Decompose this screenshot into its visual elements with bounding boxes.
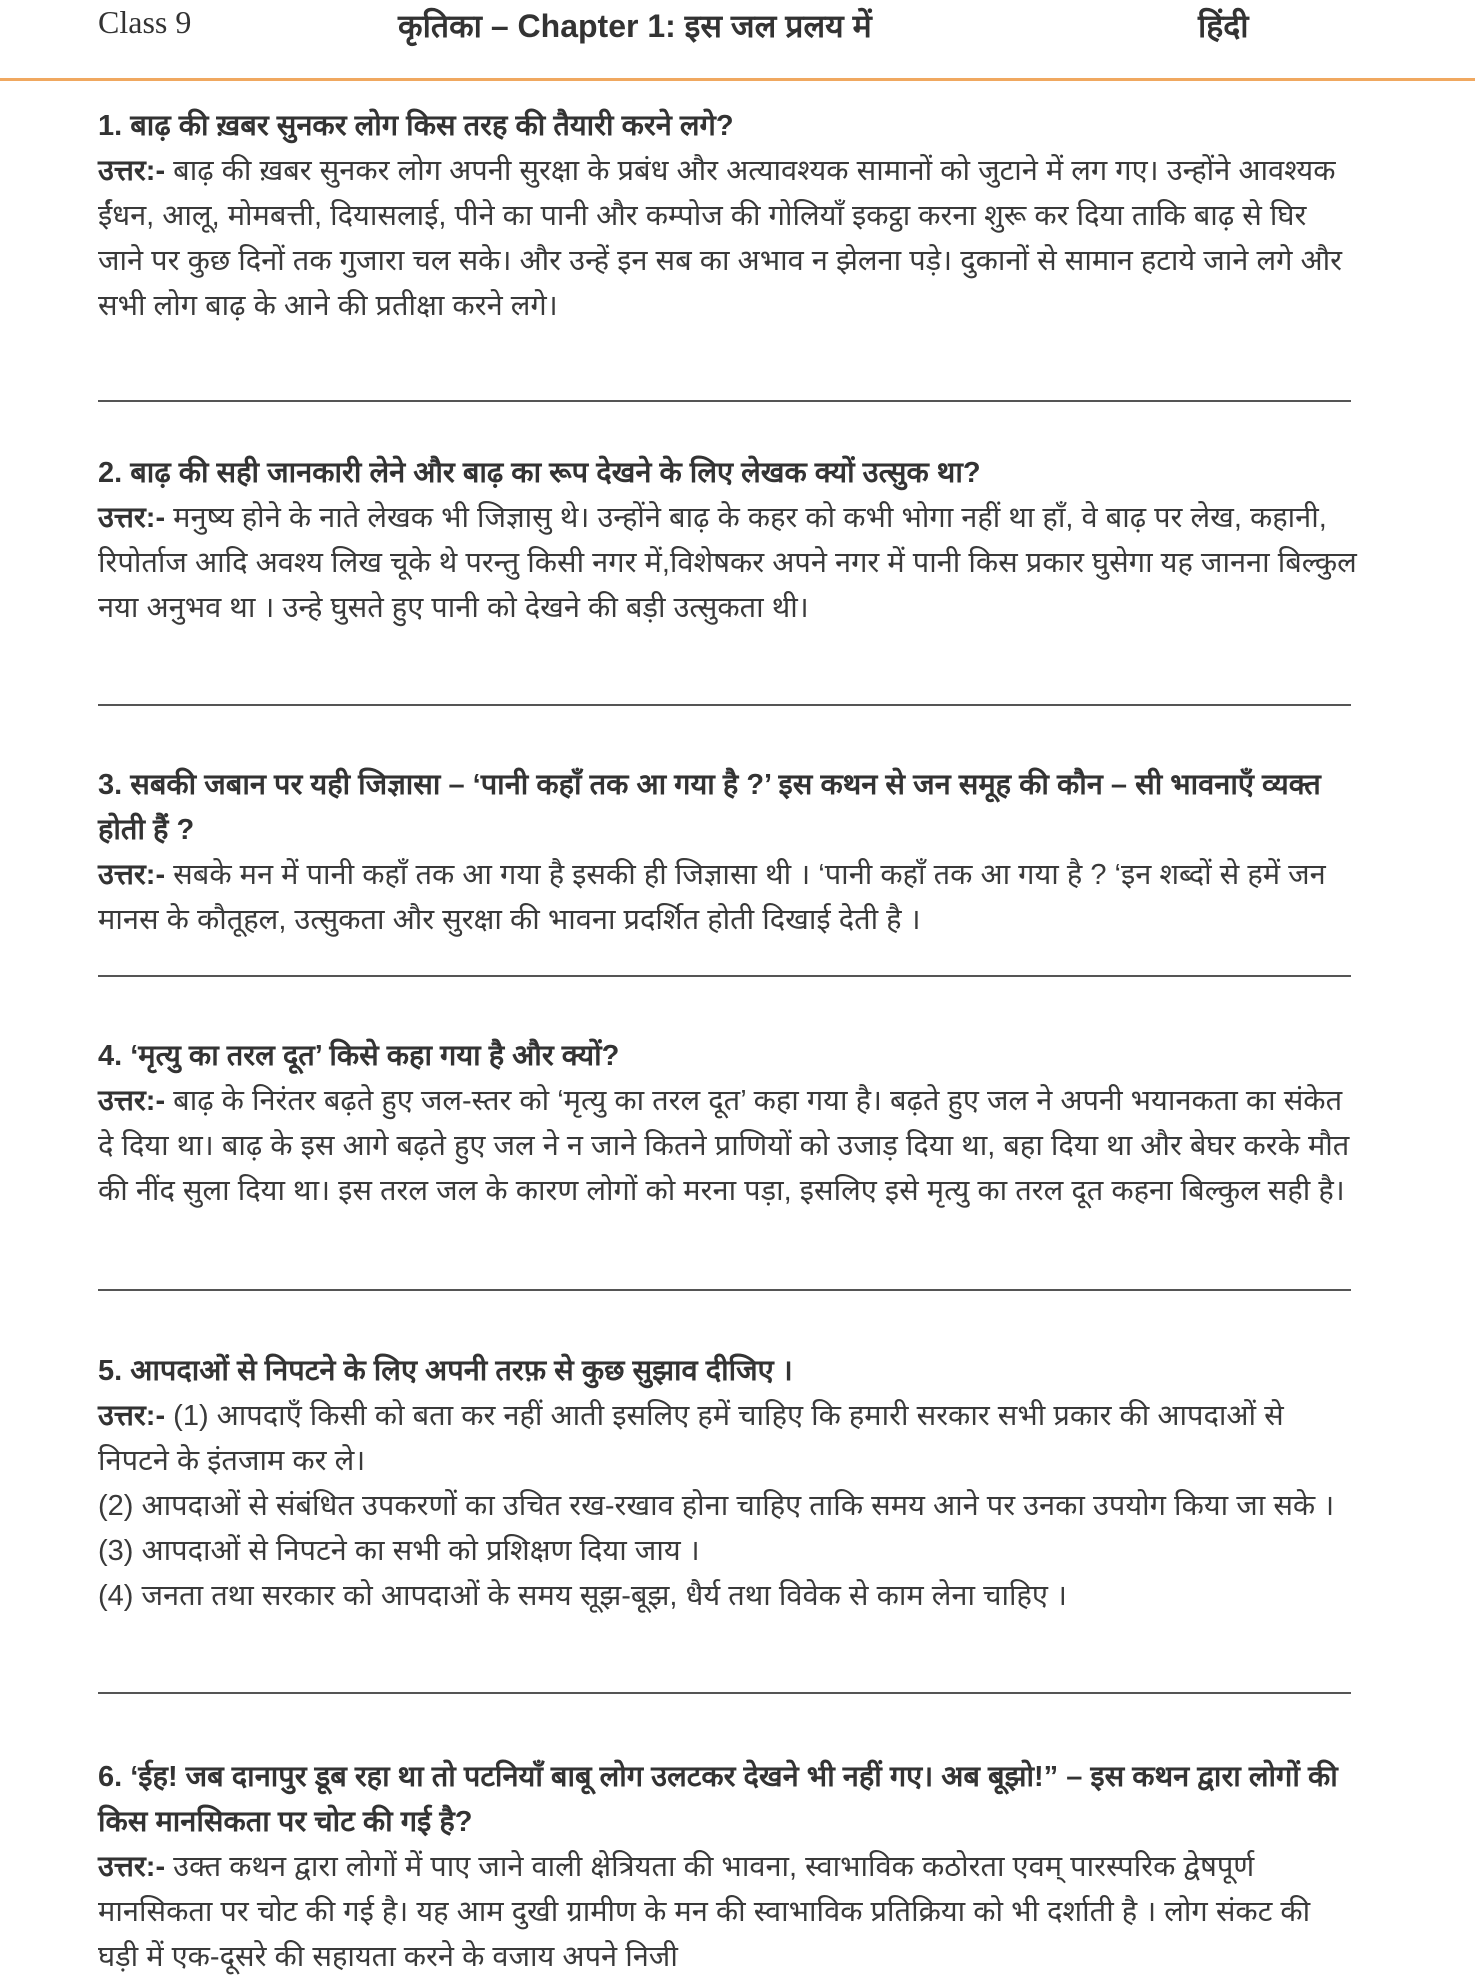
class-label: Class 9	[98, 4, 192, 40]
answer-point: (4) जनता तथा सरकार को आपदाओं के समय सूझ-बूझ, धैर्य तथा विवेक से काम लेना चाहिए ।	[98, 1580, 1068, 1612]
question-text: 4. ‘मृत्यु का तरल दूत’ किसे कहा गया है और क्यों?	[98, 1040, 620, 1072]
answer-text	[98, 496, 1358, 631]
divider	[98, 975, 1351, 977]
subject-label: हिंदी	[1198, 8, 1249, 44]
header-divider	[0, 78, 1475, 81]
answer-label: उत्तर:-	[98, 859, 166, 891]
answer-text	[98, 149, 1358, 329]
divider	[98, 1692, 1351, 1694]
chapter-title: कृतिका – Chapter 1: इस जल प्रलय में	[398, 8, 872, 44]
answer-label: उत्तर:-	[98, 1400, 166, 1432]
question-text: 5. आपदाओं से निपटने के लिए अपनी तरफ़ से कुछ सुझाव दीजिए ।	[98, 1355, 793, 1387]
divider	[98, 1289, 1351, 1291]
answer-label: उत्तर:-	[98, 155, 166, 187]
answer-label: उत्तर:-	[98, 1851, 166, 1883]
divider	[98, 704, 1351, 706]
answer-point: (3) आपदाओं से निपटने का सभी को प्रशिक्षण दिया जाय ।	[98, 1535, 700, 1567]
question-5	[98, 1349, 1358, 1619]
page-header	[0, 0, 1475, 78]
answer-label: उत्तर:-	[98, 502, 166, 534]
question-text: 2. बाढ़ की सही जानकारी लेने और बाढ़ का रूप देखने के लिए लेखक क्यों उत्सुक था?	[98, 457, 981, 489]
question-4	[98, 1034, 1358, 1214]
answer-text	[98, 1079, 1358, 1214]
answer-body: सबके मन में पानी कहाँ तक आ गया है इसकी ही जिज्ञासा थी । ‘पानी कहाँ तक आ गया है ? ‘इन शब्दों से हमें जन मानस के कौतूहल, उत्सुकता और सुरक्षा की भावना प्रदर्शित होती दिखाई देती है ।	[98, 859, 1326, 936]
question-6	[98, 1755, 1358, 1980]
question-text: 6. ‘ईह! जब दानापुर डूब रहा था तो पटनियाँ बाबू लोग उलटकर देखने भी नहीं गए। अब बूझो!” – इस कथन द्वारा लोगों की किस मानसिकता पर चोट की गई है?	[98, 1761, 1338, 1838]
answer-text	[98, 1394, 1358, 1484]
answer-text	[98, 853, 1358, 943]
divider	[98, 400, 1351, 402]
answer-label: उत्तर:-	[98, 1085, 166, 1117]
question-2	[98, 451, 1358, 631]
question-3	[98, 763, 1358, 943]
answer-body: बाढ़ के निरंतर बढ़ते हुए जल-स्तर को ‘मृत्यु का तरल दूत’ कहा गया है। बढ़ते हुए जल ने अपनी भयानकता का संकेत दे दिया था। बाढ़ के इस आगे बढ़ते हुए जल ने न जाने कितने प्राणियों को उजाड़ दिया था, बहा दिया था और बेघर करके मौत की नींद सुला दिया था। इस तरल जल के कारण लोगों को मरना पड़ा, इसलिए इसे मृत्यु का तरल दूत कहना बिल्कुल सही है।	[98, 1085, 1350, 1207]
question-text: 1. बाढ़ की ख़बर सुनकर लोग किस तरह की तैयारी करने लगे?	[98, 110, 734, 142]
question-text: 3. सबकी जबान पर यही जिज्ञासा – ‘पानी कहाँ तक आ गया है ?’ इस कथन से जन समूह की कौन – सी भावनाएँ व्यक्त होती हैं ?	[98, 769, 1321, 846]
answer-point: (2) आपदाओं से संबंधित उपकरणों का उचित रख-रखाव होना चाहिए ताकि समय आने पर उनका उपयोग किया जा सके ।	[98, 1490, 1335, 1522]
answer-body: बाढ़ की ख़बर सुनकर लोग अपनी सुरक्षा के प्रबंध और अत्यावश्यक सामानों को जुटाने में लग गए। उन्होंने आवश्यक ईंधन, आलू, मोमबत्ती, दियासलाई, पीने का पानी और कम्पोज की गोलियाँ इकट्ठा करना शुरू कर दिया ताकि बाढ़ से घिर जाने पर कुछ दिनों तक गुजारा चल सके। और उन्हें इन सब का अभाव न झेलना पड़े। दुकानों से सामान हटाये जाने लगे और सभी लोग बाढ़ के आने की प्रतीक्षा करने लगे।	[98, 155, 1343, 322]
answer-body: मनुष्य होने के नाते लेखक भी जिज्ञासु थे। उन्होंने बाढ़ के कहर को कभी भोगा नहीं था हाँ, वे बाढ़ पर लेख, कहानी, रिपोर्ताज आदि अवश्य लिख चूके थे परन्तु किसी नगर में,विशेषकर अपने नगर में पानी किस प्रकार घुसेगा यह जानना बिल्कुल नया अनुभव था । उन्हे घुसते हुए पानी को देखने की बड़ी उत्सुकता थी।	[98, 502, 1357, 624]
answer-body: उक्त कथन द्वारा लोगों में पाए जाने वाली क्षेत्रियता की भावना, स्वाभाविक कठोरता एवम् पारस्परिक द्वेषपूर्ण मानसिकता पर चोट की गई है। यह आम दुखी ग्रामीण के मन की स्वाभाविक प्रतिक्रिया को भी दर्शाती है । लोग संकट की घड़ी में एक-दूसरे की सहायता करने के वजाय अपने निजी	[98, 1851, 1311, 1973]
question-1	[98, 104, 1358, 329]
answer-body: (1) आपदाएँ किसी को बता कर नहीं आती इसलिए हमें चाहिए कि हमारी सरकार सभी प्रकार की आपदाओं से निपटने के इंतजाम कर ले।	[98, 1400, 1284, 1477]
answer-text	[98, 1845, 1358, 1980]
